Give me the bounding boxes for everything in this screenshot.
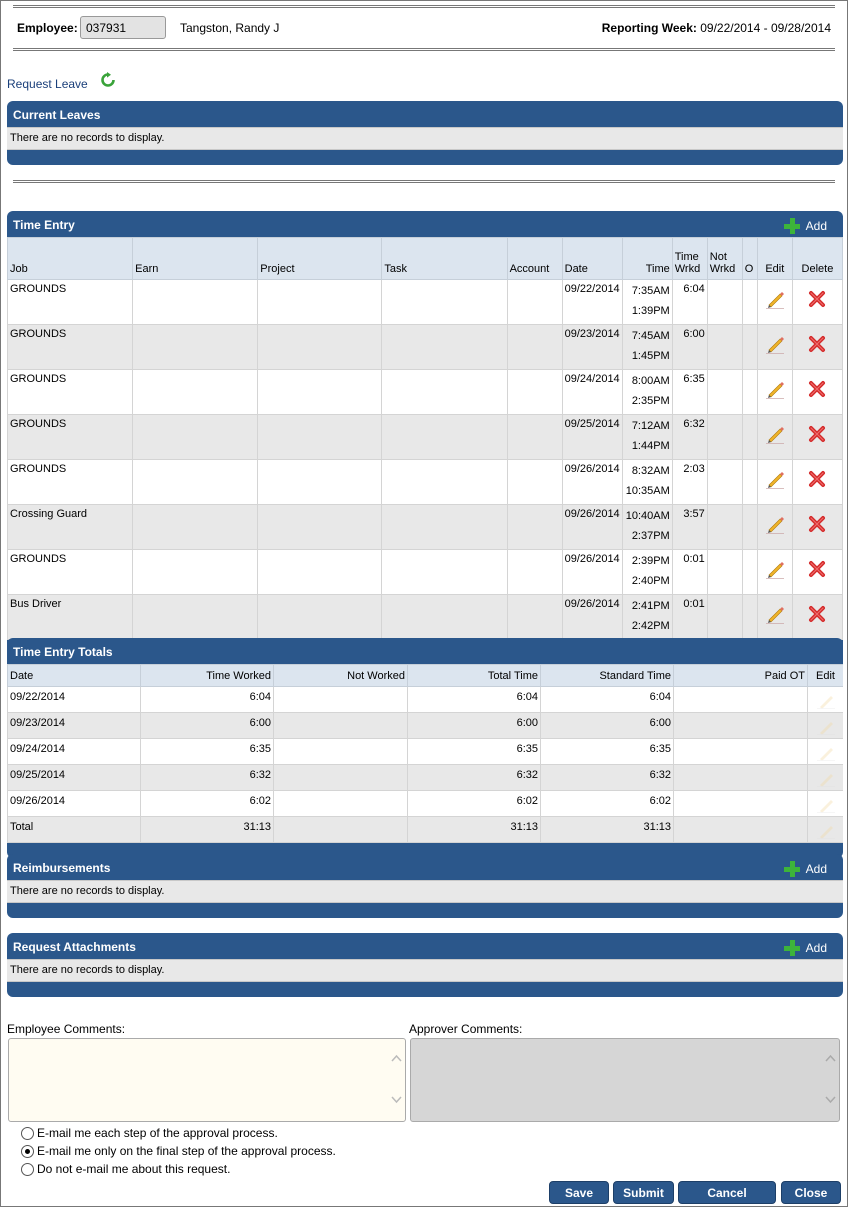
time-cell [622, 595, 672, 640]
task-cell [382, 280, 507, 325]
time-in: 2:39PM [631, 555, 670, 567]
col-o[interactable]: O [742, 238, 757, 280]
o-cell [742, 550, 757, 595]
earn-cell [133, 550, 258, 595]
totals-date-cell: 09/23/2014 [8, 713, 141, 739]
account-cell [507, 505, 562, 550]
reimbursements-header [7, 854, 843, 880]
totals-worked-cell: 6:32 [141, 765, 274, 791]
totals-standard-cell: 6:02 [541, 791, 674, 817]
project-cell [258, 280, 382, 325]
pencil-icon [817, 693, 835, 709]
delete-cell[interactable] [792, 550, 842, 595]
totals-not-worked-cell [274, 739, 408, 765]
employee-label: Employee: [17, 21, 78, 35]
delete-x-icon [808, 560, 826, 578]
email-option-each-step[interactable] [21, 1126, 278, 1140]
reporting-week [602, 21, 831, 35]
totals-row [8, 765, 844, 791]
col-not-wrkd[interactable] [707, 238, 742, 280]
pencil-icon [765, 514, 785, 534]
project-cell [258, 505, 382, 550]
time-worked-cell: 6:35 [672, 370, 707, 415]
time-in: 7:12AM [631, 420, 670, 432]
col-job[interactable]: Job [8, 238, 133, 280]
plus-icon [784, 861, 800, 877]
time-entry-row [8, 280, 843, 325]
job-cell: GROUNDS [8, 280, 133, 325]
pencil-icon [765, 559, 785, 579]
add-label: Add [805, 941, 827, 955]
delete-x-icon [808, 605, 826, 623]
employee-comments-label: Employee Comments: [7, 1022, 126, 1036]
col-time-wrkd[interactable] [672, 238, 707, 280]
reimbursements-title: Reimbursements [13, 861, 111, 875]
delete-cell[interactable] [792, 325, 842, 370]
totals-row [8, 739, 844, 765]
not-worked-cell [707, 415, 742, 460]
employee-name: Tangston, Randy J [180, 21, 280, 35]
save-button[interactable]: Save [549, 1181, 609, 1204]
job-cell: GROUNDS [8, 370, 133, 415]
time-in: 7:45AM [631, 330, 670, 342]
totals-standard-cell: 6:32 [541, 765, 674, 791]
email-option-label: E-mail me each step of the approval process. [37, 1126, 278, 1140]
totals-table [7, 664, 843, 843]
col-edit: Edit [757, 238, 792, 280]
job-cell: Bus Driver [8, 595, 133, 640]
time-cell [622, 550, 672, 595]
top-divider [13, 5, 835, 8]
earn-cell [133, 325, 258, 370]
not-worked-cell [707, 505, 742, 550]
time-entry-row [8, 370, 843, 415]
totals-standard-cell: 6:35 [541, 739, 674, 765]
totals-panel [7, 638, 843, 858]
employee-comments-scrollbar[interactable] [388, 1039, 405, 1121]
plus-icon [784, 940, 800, 956]
job-cell: GROUNDS [8, 550, 133, 595]
edit-cell[interactable] [757, 595, 792, 640]
totals-col-time-worked[interactable]: Time Worked [141, 665, 274, 687]
reimbursements-panel [7, 854, 843, 918]
delete-cell[interactable] [792, 370, 842, 415]
email-option-none[interactable] [21, 1162, 230, 1176]
email-option-final-step[interactable] [21, 1144, 336, 1158]
task-cell [382, 415, 507, 460]
add-label: Add [805, 862, 827, 876]
reimbursements-empty: There are no records to display. [7, 880, 843, 903]
account-cell [507, 460, 562, 505]
time-cell [622, 280, 672, 325]
project-cell [258, 460, 382, 505]
close-button[interactable]: Close [781, 1181, 841, 1204]
totals-edit-cell [808, 687, 844, 713]
o-cell [742, 280, 757, 325]
earn-cell [133, 595, 258, 640]
account-cell [507, 280, 562, 325]
current-leaves-title: Current Leaves [13, 108, 101, 122]
refresh-icon[interactable] [100, 72, 116, 88]
reporting-week-value: 09/22/2014 - 09/28/2014 [700, 21, 831, 35]
cancel-request-button[interactable]: Cancel Request [678, 1181, 776, 1204]
col-not-wrkd-line2: Wrkd [709, 263, 736, 275]
mid-divider [13, 180, 835, 183]
task-cell [382, 505, 507, 550]
totals-date-cell: 09/25/2014 [8, 765, 141, 791]
add-label: Add [805, 219, 827, 233]
delete-cell[interactable] [792, 505, 842, 550]
time-in: 2:41PM [631, 600, 670, 612]
submit-button[interactable]: Submit [613, 1181, 674, 1204]
time-in: 8:00AM [631, 375, 670, 387]
pencil-icon [817, 771, 835, 787]
pencil-icon [765, 424, 785, 444]
totals-worked-cell: 31:13 [141, 817, 274, 843]
col-not-wrkd-line1: Not [709, 251, 727, 263]
o-cell [742, 460, 757, 505]
project-cell [258, 370, 382, 415]
time-cell [622, 325, 672, 370]
col-time-wrkd-line1: Time [674, 251, 699, 263]
date-cell: 09/23/2014 [562, 325, 622, 370]
edit-cell[interactable] [757, 505, 792, 550]
task-cell [382, 325, 507, 370]
earn-cell [133, 460, 258, 505]
earn-cell [133, 505, 258, 550]
delete-x-icon [808, 515, 826, 533]
time-out: 2:42PM [631, 620, 670, 632]
edit-cell[interactable] [757, 460, 792, 505]
delete-x-icon [808, 380, 826, 398]
header-divider [13, 48, 835, 51]
time-worked-cell: 6:32 [672, 415, 707, 460]
job-cell: GROUNDS [8, 460, 133, 505]
not-worked-cell [707, 550, 742, 595]
o-cell [742, 325, 757, 370]
totals-total-cell: 6:00 [408, 713, 541, 739]
totals-summary-row [8, 817, 844, 843]
task-cell [382, 595, 507, 640]
totals-date-cell: 09/26/2014 [8, 791, 141, 817]
totals-total-cell: 6:32 [408, 765, 541, 791]
attachments-empty: There are no records to display. [7, 959, 843, 982]
totals-row [8, 713, 844, 739]
time-out: 2:35PM [631, 395, 670, 407]
account-cell [507, 595, 562, 640]
totals-row [8, 687, 844, 713]
project-cell [258, 415, 382, 460]
totals-not-worked-cell [274, 713, 408, 739]
date-cell: 09/26/2014 [562, 505, 622, 550]
time-worked-cell: 0:01 [672, 550, 707, 595]
o-cell [742, 370, 757, 415]
current-leaves-empty: There are no records to display. [7, 127, 843, 150]
date-cell: 09/25/2014 [562, 415, 622, 460]
job-cell: GROUNDS [8, 325, 133, 370]
totals-standard-cell: 31:13 [541, 817, 674, 843]
totals-col-edit: Edit [808, 665, 844, 687]
pencil-icon [765, 334, 785, 354]
totals-date-cell: Total [8, 817, 141, 843]
not-worked-cell [707, 595, 742, 640]
task-cell [382, 460, 507, 505]
o-cell [742, 595, 757, 640]
job-cell: Crossing Guard [8, 505, 133, 550]
attachments-title: Request Attachments [13, 940, 136, 954]
date-cell: 09/24/2014 [562, 370, 622, 415]
totals-worked-cell: 6:35 [141, 739, 274, 765]
time-entry-row [8, 325, 843, 370]
time-out: 1:45PM [631, 350, 670, 362]
time-worked-cell: 6:00 [672, 325, 707, 370]
edit-cell[interactable] [757, 550, 792, 595]
totals-col-date[interactable]: Date [8, 665, 141, 687]
approver-comments-textarea [410, 1038, 840, 1122]
totals-paid-ot-cell [674, 791, 808, 817]
scroll-arrows-icon [822, 1039, 839, 1123]
time-out: 2:37PM [631, 530, 670, 542]
account-cell [507, 370, 562, 415]
col-earn[interactable]: Earn [133, 238, 258, 280]
account-cell [507, 325, 562, 370]
project-cell [258, 595, 382, 640]
totals-col-paid-ot[interactable]: Paid OT [674, 665, 808, 687]
time-out: 10:35AM [625, 485, 670, 497]
edit-cell[interactable] [757, 325, 792, 370]
edit-cell[interactable] [757, 415, 792, 460]
project-cell [258, 325, 382, 370]
date-cell: 09/26/2014 [562, 550, 622, 595]
col-account[interactable]: Account [507, 238, 562, 280]
delete-cell[interactable] [792, 595, 842, 640]
pencil-icon [765, 289, 785, 309]
pencil-icon [817, 823, 835, 839]
radio-final-step[interactable] [21, 1145, 34, 1158]
totals-worked-cell: 6:00 [141, 713, 274, 739]
totals-not-worked-cell [274, 765, 408, 791]
earn-cell [133, 415, 258, 460]
attachments-header [7, 933, 843, 959]
panel-footer [7, 903, 843, 918]
not-worked-cell [707, 325, 742, 370]
time-worked-cell: 3:57 [672, 505, 707, 550]
pencil-icon [765, 604, 785, 624]
attachments-panel [7, 933, 843, 997]
totals-col-total-time[interactable]: Total Time [408, 665, 541, 687]
edit-cell[interactable] [757, 280, 792, 325]
time-cell [622, 505, 672, 550]
time-entry-row [8, 460, 843, 505]
totals-total-cell: 6:35 [408, 739, 541, 765]
time-cell [622, 370, 672, 415]
totals-col-not-worked[interactable]: Not Worked [274, 665, 408, 687]
totals-paid-ot-cell [674, 765, 808, 791]
scroll-arrows-icon [388, 1039, 405, 1123]
totals-row [8, 791, 844, 817]
plus-icon [784, 218, 800, 234]
delete-cell[interactable] [792, 280, 842, 325]
pencil-icon [765, 379, 785, 399]
totals-paid-ot-cell [674, 687, 808, 713]
time-entry-panel [7, 211, 843, 658]
not-worked-cell [707, 370, 742, 415]
employee-id-field[interactable] [80, 16, 166, 39]
o-cell [742, 415, 757, 460]
time-cell [622, 415, 672, 460]
time-out: 1:44PM [631, 440, 670, 452]
totals-standard-cell: 6:04 [541, 687, 674, 713]
date-cell: 09/22/2014 [562, 280, 622, 325]
delete-cell[interactable] [792, 415, 842, 460]
radio-no-email[interactable] [21, 1163, 34, 1176]
totals-edit-cell [808, 791, 844, 817]
totals-total-cell: 6:04 [408, 687, 541, 713]
pencil-icon [817, 797, 835, 813]
totals-edit-cell [808, 765, 844, 791]
time-in: 10:40AM [625, 510, 670, 522]
time-in: 8:32AM [631, 465, 670, 477]
totals-title: Time Entry Totals [13, 645, 113, 659]
task-cell [382, 550, 507, 595]
totals-worked-cell: 6:02 [141, 791, 274, 817]
time-entry-row [8, 415, 843, 460]
col-task[interactable]: Task [382, 238, 507, 280]
delete-cell[interactable] [792, 460, 842, 505]
time-worked-cell: 0:01 [672, 595, 707, 640]
time-entry-table [7, 237, 843, 640]
pencil-icon [765, 469, 785, 489]
not-worked-cell [707, 460, 742, 505]
time-out: 1:39PM [631, 305, 670, 317]
col-project[interactable]: Project [258, 238, 382, 280]
project-cell [258, 550, 382, 595]
not-worked-cell [707, 280, 742, 325]
totals-date-cell: 09/22/2014 [8, 687, 141, 713]
time-in: 7:35AM [631, 285, 670, 297]
email-option-label: Do not e-mail me about this request. [37, 1162, 231, 1176]
totals-edit-cell [808, 713, 844, 739]
totals-standard-cell: 6:00 [541, 713, 674, 739]
delete-x-icon [808, 290, 826, 308]
account-cell [507, 415, 562, 460]
totals-total-cell: 31:13 [408, 817, 541, 843]
totals-not-worked-cell [274, 687, 408, 713]
panel-footer [7, 982, 843, 997]
earn-cell [133, 370, 258, 415]
totals-paid-ot-cell [674, 817, 808, 843]
time-cell [622, 460, 672, 505]
col-time[interactable]: Time [622, 238, 672, 280]
time-entry-header [7, 211, 843, 237]
job-cell: GROUNDS [8, 415, 133, 460]
totals-total-cell: 6:02 [408, 791, 541, 817]
time-entry-title: Time Entry [13, 218, 75, 232]
col-time-wrkd-line2: Wrkd [674, 263, 701, 275]
pencil-icon [817, 719, 835, 735]
totals-worked-cell: 6:04 [141, 687, 274, 713]
panel-footer [7, 150, 843, 165]
time-worked-cell: 6:04 [672, 280, 707, 325]
task-cell [382, 370, 507, 415]
col-delete: Delete [792, 238, 842, 280]
reporting-week-label: Reporting Week: [601, 21, 697, 35]
delete-x-icon [808, 425, 826, 443]
edit-cell[interactable] [757, 370, 792, 415]
totals-edit-cell [808, 739, 844, 765]
time-out: 2:40PM [631, 575, 670, 587]
totals-paid-ot-cell [674, 713, 808, 739]
col-date[interactable]: Date [562, 238, 622, 280]
o-cell [742, 505, 757, 550]
attachments-add-button[interactable] [784, 940, 827, 956]
time-worked-cell: 2:03 [672, 460, 707, 505]
employee-header [17, 16, 831, 40]
time-entry-row [8, 505, 843, 550]
time-entry-row [8, 595, 843, 640]
approver-comments-label: Approver Comments: [409, 1022, 523, 1036]
delete-x-icon [808, 470, 826, 488]
totals-not-worked-cell [274, 817, 408, 843]
time-entry-add-button[interactable] [784, 218, 827, 234]
earn-cell [133, 280, 258, 325]
totals-not-worked-cell [274, 791, 408, 817]
account-cell [507, 550, 562, 595]
employee-comments-textarea[interactable] [8, 1038, 406, 1122]
current-leaves-panel [7, 101, 843, 165]
reimbursements-add-button[interactable] [784, 861, 827, 877]
radio-each-step[interactable] [21, 1127, 34, 1140]
approver-comments-scrollbar [822, 1039, 839, 1121]
totals-col-standard-time[interactable]: Standard Time [541, 665, 674, 687]
time-entry-row [8, 550, 843, 595]
request-leave-link[interactable]: Request Leave [7, 77, 88, 91]
email-option-label: E-mail me only on the final step of the approval process. [37, 1144, 336, 1158]
date-cell: 09/26/2014 [562, 460, 622, 505]
delete-x-icon [808, 335, 826, 353]
totals-date-cell: 09/24/2014 [8, 739, 141, 765]
totals-paid-ot-cell [674, 739, 808, 765]
totals-edit-cell [808, 817, 844, 843]
date-cell: 09/26/2014 [562, 595, 622, 640]
pencil-icon [817, 745, 835, 761]
